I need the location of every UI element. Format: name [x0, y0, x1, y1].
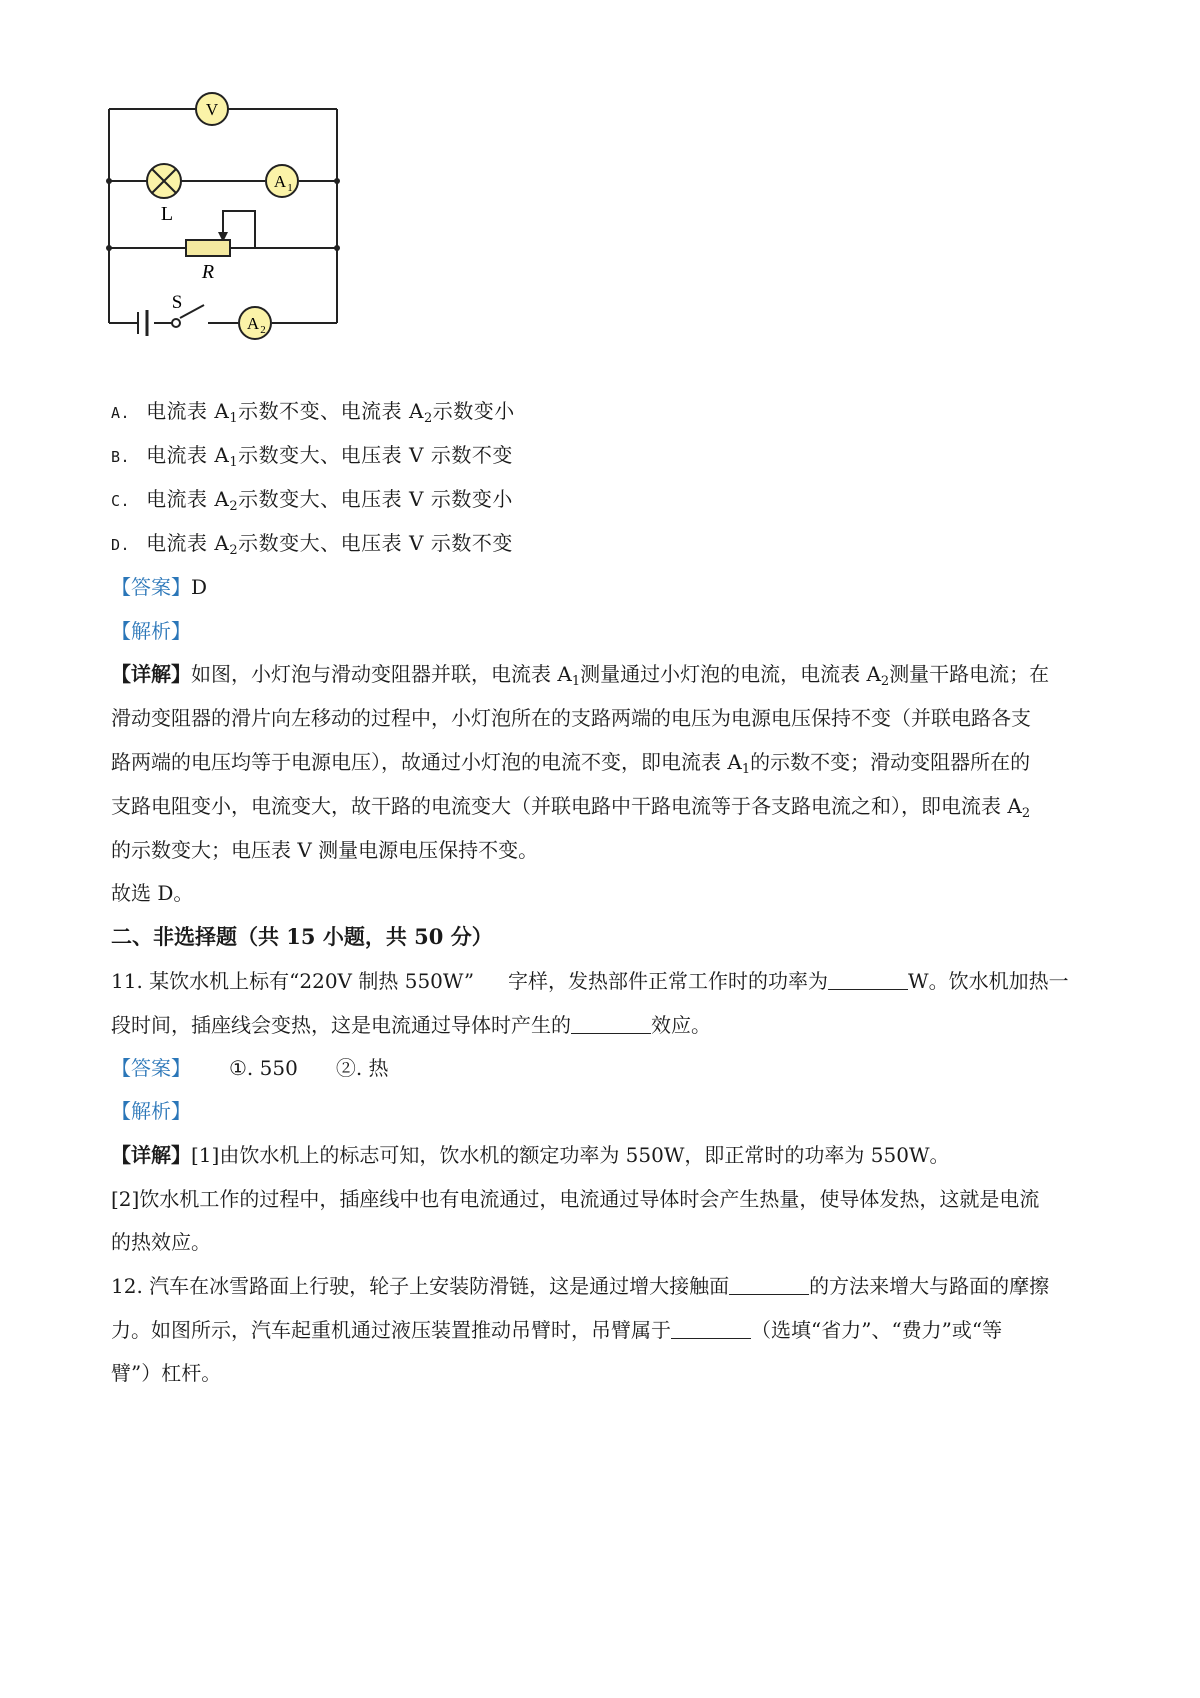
- answer-blank-1[interactable]: [828, 971, 908, 990]
- rheostat-label: R: [201, 261, 215, 283]
- q11-detail-line-1: [111, 1143, 950, 1167]
- svg-text:2: 2: [260, 324, 266, 336]
- stem-text: 12. 汽车在冰雪路面上行驶，轮子上安装防滑链，这是通过增大接触面: [111, 1274, 730, 1298]
- detail-text: 的示数不变；滑动变阻器所在的: [750, 750, 1031, 774]
- answer-tag: 【答案】: [111, 1056, 191, 1080]
- lamp-label: L: [160, 203, 174, 225]
- subscript: 2: [880, 674, 890, 689]
- answer-value-1: ①. 550: [229, 1056, 298, 1080]
- q11-analysis-heading: [111, 1099, 191, 1123]
- option-text: 电流表 A: [146, 443, 230, 467]
- detail-text: 的示数变大；电压表 V 测量电源电压保持不变。: [111, 838, 539, 862]
- q10-analysis-heading: [111, 619, 191, 643]
- option-letter: A.: [111, 404, 131, 422]
- svg-text:1: 1: [287, 182, 293, 194]
- stem-text: 的方法来增大与路面的摩擦: [809, 1274, 1050, 1298]
- subscript: 1: [571, 674, 581, 689]
- q10-detail-line-3: [111, 750, 1031, 777]
- subscript: 1: [741, 762, 751, 777]
- option-letter: D.: [111, 536, 131, 554]
- subscript: 2: [229, 543, 239, 558]
- switch-label: S: [171, 292, 183, 313]
- answer-tag: 【答案】: [111, 575, 191, 599]
- q11-answer: [111, 1056, 389, 1080]
- subscript: 1: [229, 411, 239, 426]
- q10-detail-line-5: [111, 838, 538, 862]
- detail-text: 支路电阻变小，电流变大，故干路的电流变大（并联电路中干路电流等于各支路电流之和），即电流表 A: [111, 794, 1022, 818]
- answer-value: D: [191, 575, 208, 599]
- section-2-title: 二、非选择题（共 15 小题，共 50 分）: [111, 924, 493, 949]
- subscript: 2: [1021, 806, 1031, 821]
- option-text: 示数变小: [432, 399, 515, 423]
- q11-detail-line-2: [111, 1187, 1039, 1211]
- detail-text: 路两端的电压均等于电源电压），故通过小灯泡的电流不变，即电流表 A: [111, 750, 742, 774]
- stem-text: （选填“省力”、“费力”或“等: [751, 1318, 1003, 1342]
- option-letter: C.: [111, 492, 131, 510]
- q10-choose: [111, 881, 193, 905]
- circuit-diagram: [100, 80, 360, 370]
- stem-text: W。饮水机加热一: [908, 969, 1069, 993]
- stem-text: 臂”）杠杆。: [111, 1361, 222, 1385]
- detail-text: [2]饮水机工作的过程中，插座线中也有电流通过，电流通过导体时会产生热量，使导体发热，这就是电流: [111, 1187, 1040, 1211]
- q12-stem-line-2: [111, 1318, 1002, 1342]
- analysis-tag: 【解析】: [111, 1099, 191, 1123]
- subscript: 2: [229, 499, 239, 514]
- subscript: 1: [229, 455, 239, 470]
- q11-stem-line-1: [111, 969, 1069, 993]
- detail-tag: 【详解】: [111, 1143, 191, 1167]
- detail-text: 滑动变阻器的滑片向左移动的过程中，小灯泡所在的支路两端的电压为电源电压保持不变（并联电路各支: [111, 706, 1031, 730]
- detail-tag: 【详解】: [111, 662, 191, 686]
- q10-answer: [111, 575, 207, 599]
- answer-blank-2[interactable]: [571, 1015, 651, 1034]
- option-b[interactable]: [111, 443, 513, 469]
- option-text: 电流表 A: [146, 531, 230, 555]
- q10-detail-line-4: [111, 794, 1031, 821]
- option-text: 示数变大、电压表 V 示数变小: [238, 487, 513, 511]
- q10-detail-line-2: [111, 706, 1031, 730]
- option-text: 电流表 A: [146, 487, 230, 511]
- ammeter-a1: [266, 165, 298, 197]
- detail-text: 测量通过小灯泡的电流，电流表 A: [580, 662, 881, 686]
- choose-text: 故选 D。: [111, 881, 194, 905]
- option-letter: B.: [111, 448, 131, 466]
- svg-text:A: A: [246, 314, 260, 333]
- q11-stem-line-2: [111, 1013, 711, 1037]
- option-d[interactable]: [111, 531, 513, 557]
- q12-stem-line-1: [111, 1274, 1049, 1298]
- stem-text: 力。如图所示，汽车起重机通过液压装置推动吊臂时，吊臂属于: [111, 1318, 671, 1342]
- stem-text: 字样，发热部件正常工作时的功率为: [508, 969, 829, 993]
- ammeter-a2: [239, 307, 271, 339]
- q10-detail-line-1: [111, 662, 1050, 689]
- option-text: 示数变大、电压表 V 示数不变: [238, 443, 513, 467]
- option-a[interactable]: [111, 399, 515, 425]
- answer-value-2: ②. 热: [335, 1056, 389, 1080]
- lamp-l: [147, 164, 181, 198]
- answer-blank-1[interactable]: [729, 1276, 809, 1295]
- detail-text: 如图，小灯泡与滑动变阻器并联，电流表 A: [191, 662, 572, 686]
- q11-detail-line-3: [111, 1230, 211, 1254]
- svg-text:A: A: [273, 172, 287, 191]
- answer-blank-2[interactable]: [671, 1320, 751, 1339]
- svg-text:V: V: [205, 100, 219, 119]
- option-text: 示数不变、电流表 A: [238, 399, 424, 423]
- option-text: 示数变大、电压表 V 示数不变: [238, 531, 513, 555]
- rheostat-r: [186, 240, 230, 256]
- option-text: 电流表 A: [146, 399, 230, 423]
- detail-text: 的热效应。: [111, 1230, 211, 1254]
- analysis-tag: 【解析】: [111, 619, 191, 643]
- q12-stem-line-3: [111, 1361, 221, 1385]
- detail-text: 测量干路电流；在: [889, 662, 1050, 686]
- stem-text: 段时间，插座线会变热，这是电流通过导体时产生的: [111, 1013, 571, 1037]
- subscript: 2: [423, 411, 433, 426]
- stem-text: 11. 某饮水机上标有“220V 制热 550W”: [111, 969, 475, 993]
- detail-text: [1]由饮水机上的标志可知，饮水机的额定功率为 550W，即正常时的功率为 550W。: [191, 1143, 950, 1167]
- option-c[interactable]: [111, 487, 513, 513]
- voltmeter-v: [196, 93, 228, 125]
- stem-text: 效应。: [651, 1013, 711, 1037]
